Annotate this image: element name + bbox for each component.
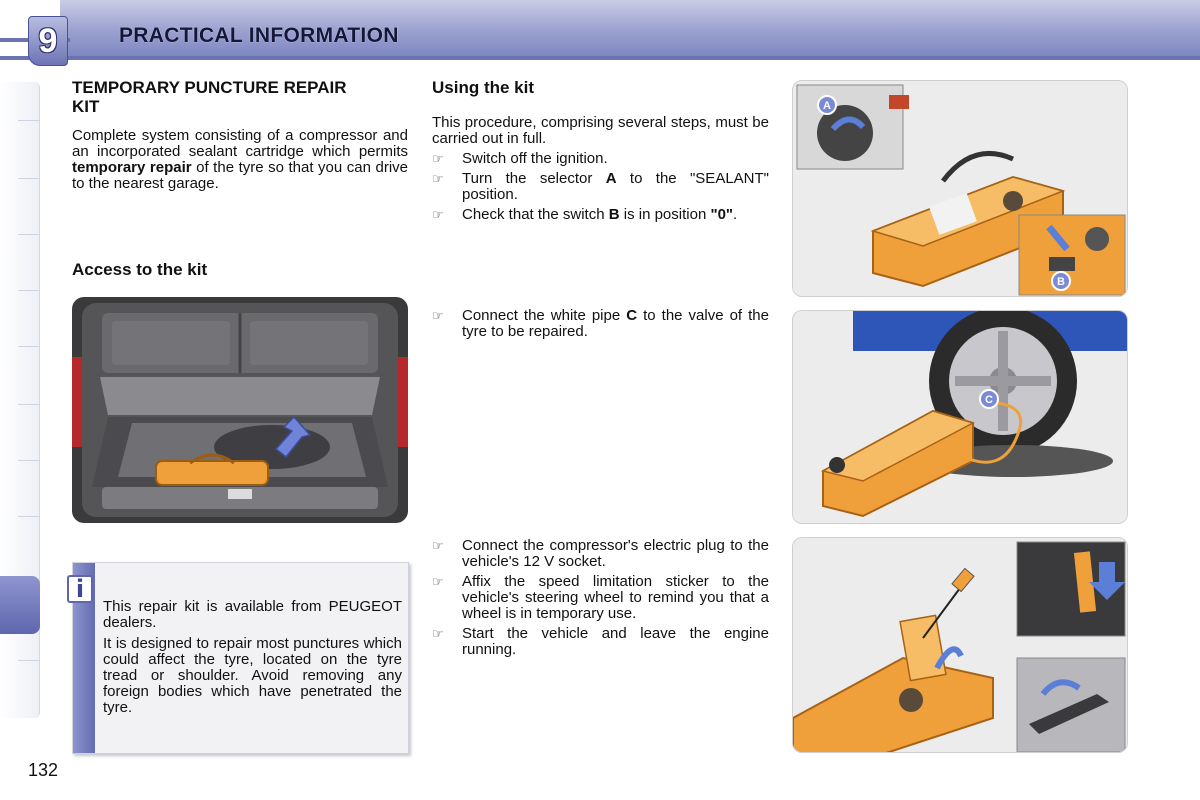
using-intro: This procedure, comprising several steps, must be carried out in full. <box>432 114 769 147</box>
compressor-selector-illustration <box>792 80 1128 297</box>
page-header <box>0 0 1200 62</box>
hand-pointer-icon: ☞ <box>432 308 444 323</box>
tyre-valve-illustration <box>792 310 1128 524</box>
callout-a: A <box>823 100 831 112</box>
plug-drawing <box>793 538 1128 753</box>
callout-b: B <box>1057 276 1065 288</box>
access-title: Access to the kit <box>72 260 208 279</box>
compressor-drawing <box>793 81 1128 297</box>
kit-description: Complete system consisting of a compressor and an incorporated sealant cartridge which permits temporary repair of the tyre so that you can drive to the nearest garage. <box>72 127 409 192</box>
hand-pointer-icon: ☞ <box>432 171 444 186</box>
section-title: PRACTICAL INFORMATION <box>119 24 399 47</box>
page-number: 132 <box>28 760 59 780</box>
hand-pointer-icon: ☞ <box>432 574 444 589</box>
info-paragraph-availability: This repair kit is available from PEUGEOT dealers. <box>103 598 402 631</box>
steps-group-2 <box>432 308 769 344</box>
info-box <box>72 562 409 754</box>
hand-pointer-icon: ☞ <box>432 151 444 166</box>
step-connect-pipe: ☞ Connect the white pipe C to the valve of the tyre to be repaired. <box>432 307 769 340</box>
chapter-number-badge: 9 <box>28 16 68 66</box>
socket-plug-illustration <box>792 537 1128 753</box>
hand-pointer-icon: ☞ <box>432 538 444 553</box>
info-icon: i <box>67 575 93 603</box>
callout-c: C <box>985 394 993 406</box>
boot-drawing <box>72 297 408 523</box>
chapter-tab-active <box>0 576 40 634</box>
chapter-tab-strip <box>0 82 40 718</box>
step-switch: ☞ Check that the switch B is in position "0". <box>432 206 738 223</box>
steps-group-1 <box>432 151 769 223</box>
hand-pointer-icon: ☞ <box>432 207 444 222</box>
using-title: Using the kit <box>432 78 535 97</box>
info-paragraph-usage: It is designed to repair most punctures which could affect the tyre, located on the tyre tread or shoulder. Avoid removing any foreign bodies which have penetrated the tyre. <box>103 635 402 716</box>
step-speed-sticker: ☞ Affix the speed limitation sticker to the vehicle's steering wheel to remind you that a wheel is in temporary use. <box>432 573 769 622</box>
tyre-drawing <box>793 311 1128 524</box>
step-ignition: ☞ Switch off the ignition. <box>432 150 608 167</box>
step-start-engine: ☞ Start the vehicle and leave the engine running. <box>432 625 769 658</box>
boot-illustration <box>72 297 408 523</box>
header-stripe <box>0 56 1200 60</box>
middle-column <box>432 78 769 227</box>
step-selector: ☞ Turn the selector A to the "SEALANT" position. <box>432 170 769 203</box>
step-connect-plug: ☞ Connect the compressor's electric plug to the vehicle's 12 V socket. <box>432 537 769 570</box>
kit-title: TEMPORARY PUNCTURE REPAIR KIT <box>72 78 347 116</box>
left-column <box>72 78 409 279</box>
hand-pointer-icon: ☞ <box>432 626 444 641</box>
steps-group-3 <box>432 538 769 662</box>
